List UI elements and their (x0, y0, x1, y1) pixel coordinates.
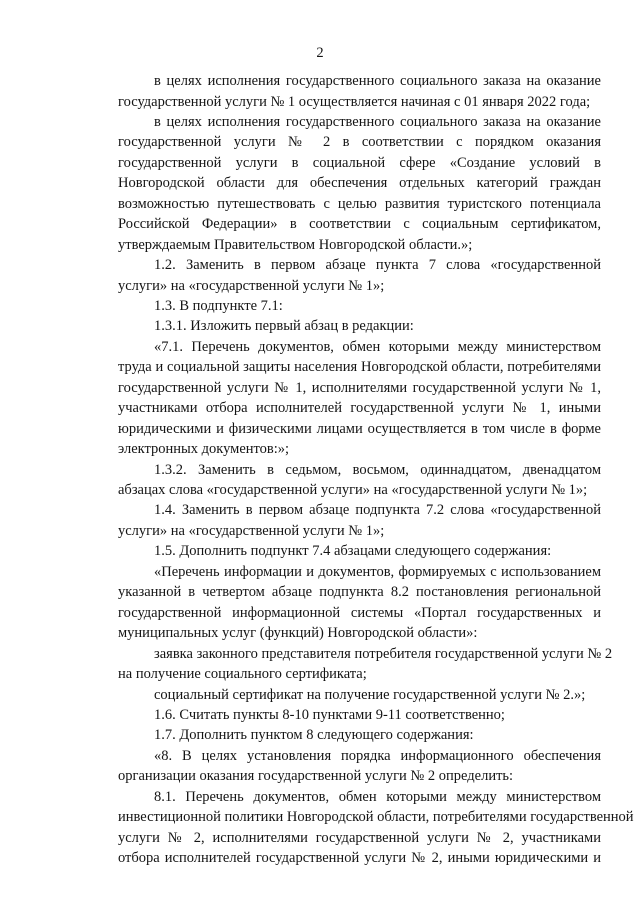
text-line: 1.3. В подпункте 7.1: (154, 297, 283, 314)
text-line: «Перечень информации и документов, формируемых с использованием (154, 563, 601, 580)
text-line: участниками отбора исполнителей государственной услуги № 1, иными (118, 400, 601, 417)
text-line: 1.4. Заменить в первом абзаце подпункта 7.2 слова «государственной (154, 502, 601, 519)
text-line: 1.3.2. Заменить в седьмом, восьмом, одиннадцатом, двенадцатом (154, 461, 601, 478)
text-line: услуги» на «государственной услуги № 1»; (118, 522, 385, 539)
text-line: возможностью путешествовать с целью развития туристского потенциала (118, 195, 601, 212)
text-line: государственной услуги № 1 осуществляется начиная с 01 января 2022 года; (118, 93, 591, 110)
text-line: указанной в четвертом абзаце подпункта 8.2 постановления региональной (118, 584, 601, 601)
text-line: в целях исполнения государственного социального заказа на оказание (154, 113, 601, 130)
text-line: 1.3.1. Изложить первый абзац в редакции: (154, 318, 414, 335)
text-line: социальный сертификат на получение государственной услуги № 2.»; (154, 686, 586, 703)
text-line: государственной услуги в социальной сфере «Создание условий в (118, 154, 601, 171)
text-line: организации оказания государственной услуги № 2 определить: (118, 768, 514, 785)
text-line: абзацах слова «государственной услуги» на «государственной услуги № 1»; (118, 482, 588, 498)
text-line: государственной информационной системы «Портал государственных и (118, 604, 601, 621)
text-line: «7.1. Перечень документов, обмен которыми между министерством (154, 338, 601, 355)
text-line: труда и социальной защиты населения Новгородской области, потребителями (118, 359, 601, 376)
text-line: электронных документов:»; (118, 441, 290, 458)
text-line: 1.7. Дополнить пунктом 8 следующего содержания: (154, 727, 474, 744)
text-line: утверждаемым Правительством Новгородской области.»; (118, 236, 473, 253)
text-line: инвестиционной политики Новгородской области, потребителями государственной (118, 809, 634, 826)
text-line: государственной услуги № 1, исполнителями государственной услуги № 1, (118, 379, 601, 396)
text-line: Российской Федерации» в соответствии с социальным сертификатом, (118, 216, 601, 233)
text-line: отбора исполнителей государственной услуги № 2, иными юридическими и (118, 850, 601, 867)
text-line: услуги» на «государственной услуги № 1»; (118, 277, 385, 294)
text-line: на получение социального сертификата; (118, 666, 367, 682)
text-line: 1.5. Дополнить подпункт 7.4 абзацами следующего содержания: (154, 543, 552, 560)
text-line: 1.6. Считать пункты 8-10 пунктами 9-11 соответственно; (154, 706, 505, 723)
text-line: Новгородской области для обеспечения отдельных категорий граждан (118, 175, 601, 192)
page-number: 2 (316, 45, 324, 61)
text-line: юридическими и физическими лицами осуществляется в том числе в форме (118, 420, 601, 437)
text-line: «8. В целях установления порядка информационного обеспечения (154, 747, 601, 764)
text-line: услуги № 2, исполнителями государственной услуги № 2, участниками (118, 829, 601, 846)
text-line: муниципальных услуг (функций) Новгородской области»: (118, 625, 478, 642)
text-line: заявка законного представителя потребителя государственной услуги № 2 (154, 645, 613, 662)
text-line: 8.1. Перечень документов, обмен которыми между министерством (154, 788, 601, 805)
text-line: государственной услуги № 2 в соответствии с порядком оказания (118, 134, 601, 151)
text-line: в целях исполнения государственного социального заказа на оказание (154, 73, 601, 89)
text-line: 1.2. Заменить в первом абзаце пункта 7 слова «государственной (154, 257, 601, 273)
